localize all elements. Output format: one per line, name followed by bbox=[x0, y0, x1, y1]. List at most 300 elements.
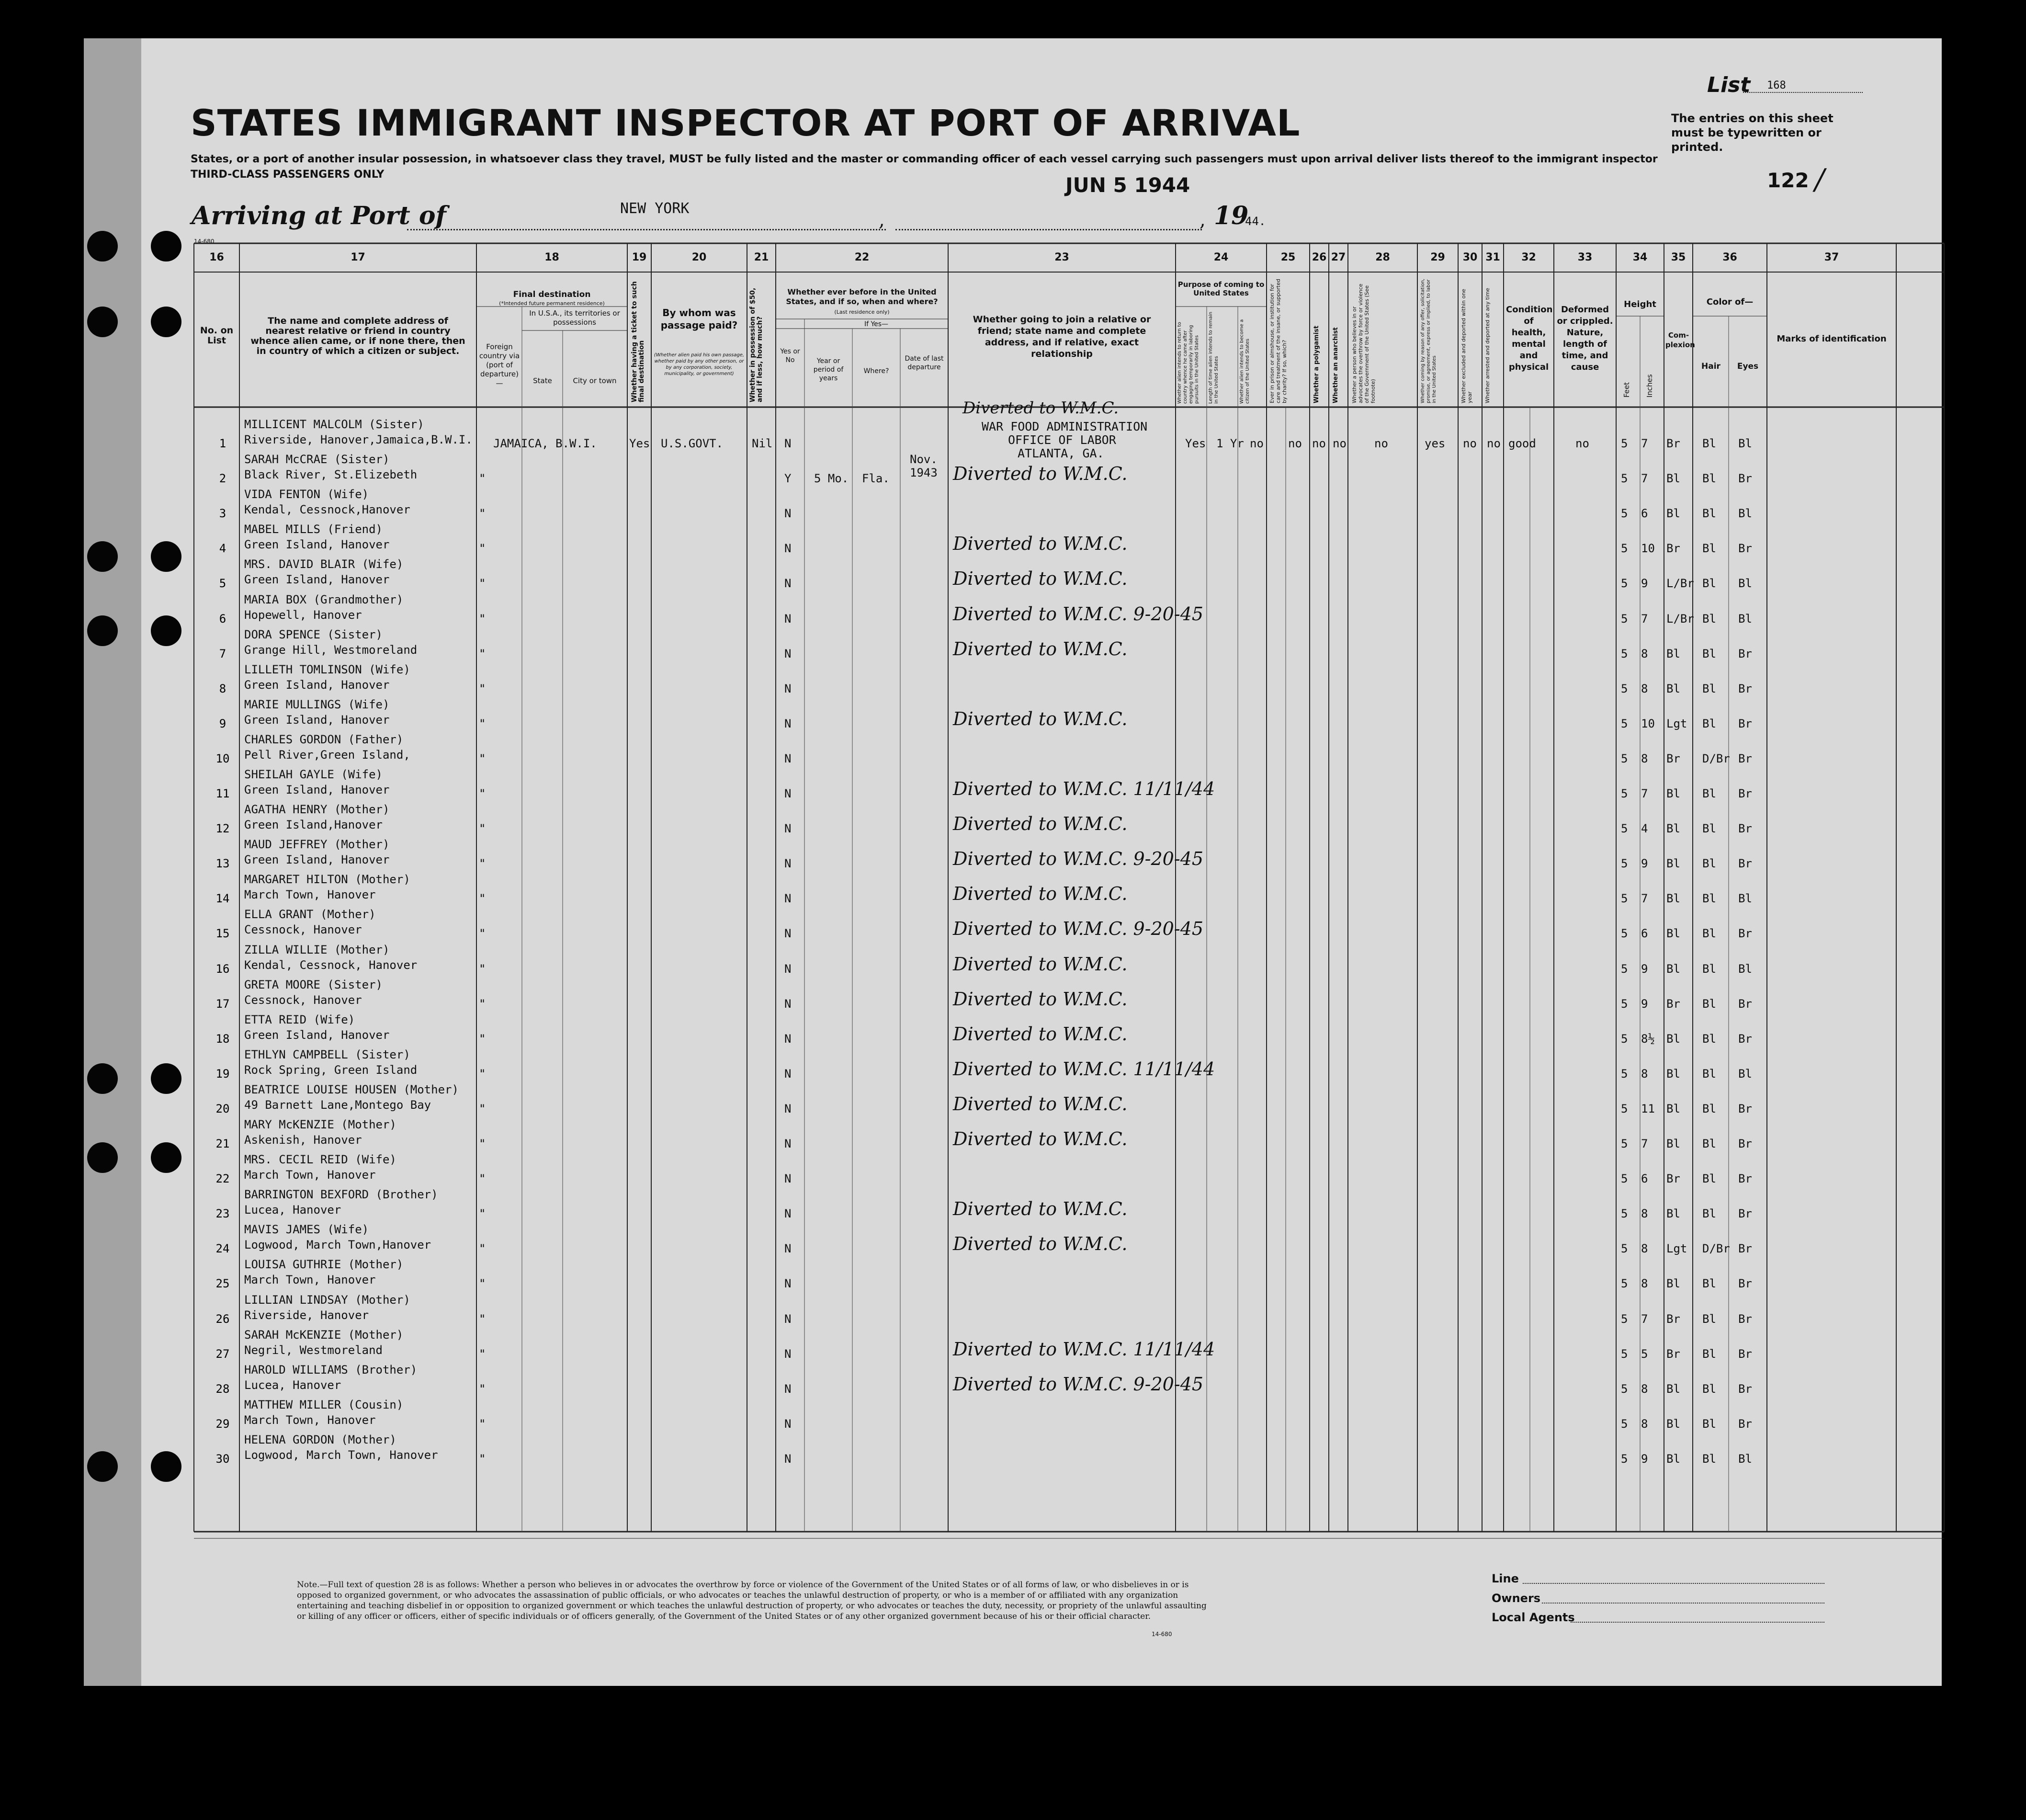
relative-address: Riverside, Hanover bbox=[244, 1308, 369, 1322]
relative-address: Cessnock, Hanover bbox=[244, 923, 362, 936]
col-header-before-in-us: Whether ever before in the United States, and if so, when and where? bbox=[786, 287, 938, 306]
cell-before: N bbox=[784, 787, 792, 800]
cell-in: 8 bbox=[1641, 1382, 1648, 1396]
cell-cx: Bl bbox=[1666, 1417, 1680, 1431]
ditto-mark: " bbox=[479, 1207, 486, 1220]
relative-address: Green Island, Hanover bbox=[244, 1028, 390, 1042]
cell-in: 8 bbox=[1641, 752, 1648, 765]
join-relative-note: Diverted to W.M.C. 9-20-45 bbox=[953, 1374, 1204, 1395]
cell-in: 7 bbox=[1641, 612, 1648, 626]
join-relative-note: Diverted to W.M.C. bbox=[953, 533, 1128, 554]
year-suffix: 44. bbox=[1245, 215, 1266, 228]
cell-eyes: Br bbox=[1738, 472, 1752, 485]
cell-in: 7 bbox=[1641, 1137, 1648, 1150]
relative-address: Green Island, Hanover bbox=[244, 678, 390, 692]
row-number: 25 bbox=[215, 1277, 230, 1290]
relative-address: Grange Hill, Westmoreland bbox=[244, 643, 418, 657]
col-num-35: 35 bbox=[1671, 251, 1686, 263]
relative-address: Green Island, Hanover bbox=[244, 573, 390, 586]
cell-in: 10 bbox=[1641, 717, 1655, 730]
ditto-mark: " bbox=[479, 927, 486, 940]
cell-in: 10 bbox=[1641, 542, 1655, 555]
cell-ft: 5 bbox=[1621, 717, 1628, 730]
row-number: 10 bbox=[215, 752, 230, 765]
row-number: 9 bbox=[219, 717, 226, 730]
relative-address: Logwood, March Town,Hanover bbox=[244, 1238, 431, 1251]
cell-ft: 5 bbox=[1621, 1242, 1628, 1255]
cell-hair: Bl bbox=[1702, 472, 1716, 485]
cell-in: 7 bbox=[1641, 437, 1648, 450]
cell-before: N bbox=[784, 682, 792, 695]
cell-cx: Bl bbox=[1666, 1102, 1680, 1115]
col-header-height: Height bbox=[1624, 299, 1656, 309]
cell-hair: Bl bbox=[1702, 1417, 1716, 1431]
ditto-mark: " bbox=[479, 1382, 486, 1396]
ditto-mark: " bbox=[479, 1172, 486, 1185]
col-header-no-on-list: No. on List bbox=[200, 325, 234, 346]
join-relative-note: Diverted to W.M.C. 11/11/44 bbox=[953, 1058, 1215, 1080]
form-subtitle: States, or a port of another insular possession, in whatsoever class they travel, MUST be fully listed and the master or commanding officer of each vessel carrying such passengers must upon arrival deliver lists thereof to the immigrant inspector bbox=[191, 153, 1658, 165]
row-number: 26 bbox=[215, 1312, 230, 1326]
cell-c24b: 1 Yr bbox=[1216, 437, 1244, 450]
join-relative-note: Diverted to W.M.C. bbox=[953, 883, 1128, 904]
cell-cx: Bl bbox=[1666, 857, 1680, 870]
cell-c29: yes bbox=[1425, 437, 1446, 450]
relative-name: ZILLA WILLIE (Mother) bbox=[244, 943, 390, 956]
cell-cx: L/Br bbox=[1666, 612, 1694, 626]
cell-eyes: Br bbox=[1738, 717, 1752, 730]
year-prefix: 19 bbox=[1214, 201, 1249, 230]
relative-name: SARAH McKENZIE (Mother) bbox=[244, 1328, 404, 1342]
cell-in: 8 bbox=[1641, 1242, 1648, 1255]
cell-ft: 5 bbox=[1621, 927, 1628, 940]
col-header-nearest-relative: The name and complete address of nearest relative or friend in country whence alien came, or if none there, then in country of which a citizen or subject. bbox=[250, 316, 465, 356]
ditto-mark: " bbox=[479, 1347, 486, 1361]
row-number: 30 bbox=[215, 1452, 230, 1466]
cell-hair: Bl bbox=[1702, 1032, 1716, 1046]
join-relative-note: Diverted to W.M.C. bbox=[953, 813, 1128, 834]
date-comma: , bbox=[1200, 209, 1206, 231]
page-title: STATES IMMIGRANT INSPECTOR AT PORT OF ARRIVAL bbox=[191, 102, 1301, 144]
cell-eyes: Br bbox=[1738, 1172, 1752, 1185]
join-relative-note: Diverted to W.M.C. bbox=[953, 1024, 1128, 1045]
cell-before: N bbox=[784, 1277, 792, 1290]
col-header-deformed: Deformed or crippled. Nature, length of time, and cause bbox=[1557, 305, 1613, 372]
col-header-marks: Marks of identification bbox=[1777, 334, 1887, 344]
relative-name: VIDA FENTON (Wife) bbox=[244, 488, 369, 501]
cell-ft: 5 bbox=[1621, 1417, 1628, 1431]
cell-ft: 5 bbox=[1621, 507, 1628, 520]
row-number: 4 bbox=[219, 542, 226, 555]
cell-before: N bbox=[784, 1207, 792, 1220]
ditto-mark: " bbox=[479, 997, 486, 1011]
ditto-mark: " bbox=[479, 507, 486, 520]
col-header-city: City or town bbox=[573, 376, 617, 385]
ditto-mark: " bbox=[479, 787, 486, 800]
col-num-36: 36 bbox=[1722, 251, 1737, 263]
cell-eyes: Bl bbox=[1738, 1452, 1752, 1466]
form-code-top: 14-680 bbox=[194, 238, 215, 245]
owners-rule bbox=[1542, 1603, 1824, 1604]
cell-in: 11 bbox=[1641, 1102, 1655, 1115]
relative-address: Green Island, Hanover bbox=[244, 713, 390, 727]
cell-in: 4 bbox=[1641, 822, 1648, 835]
relative-address: Kendal, Cessnock,Hanover bbox=[244, 503, 410, 516]
port-comma: , bbox=[879, 209, 885, 231]
row-number: 28 bbox=[215, 1382, 230, 1396]
cell-cx: Br bbox=[1666, 437, 1680, 450]
row-number: 27 bbox=[215, 1347, 230, 1361]
col-header-color-of: Color of— bbox=[1706, 297, 1754, 307]
relative-name: MARIA BOX (Grandmother) bbox=[244, 593, 404, 606]
cell-in: 8 bbox=[1641, 1417, 1648, 1431]
cell-departure-year: 1943 bbox=[910, 466, 938, 479]
col-header-before-note: (Last residence only) bbox=[834, 309, 890, 315]
relative-name: MARY McKENZIE (Mother) bbox=[244, 1118, 396, 1131]
ditto-mark: " bbox=[479, 612, 486, 626]
cell-c33: no bbox=[1575, 437, 1589, 450]
col-num-28: 28 bbox=[1375, 251, 1390, 263]
cell-in: 6 bbox=[1641, 1172, 1648, 1185]
cell-ft: 5 bbox=[1621, 437, 1628, 450]
cell-hair: Bl bbox=[1702, 1312, 1716, 1326]
cell-eyes: Bl bbox=[1738, 437, 1752, 450]
cell-cx: Bl bbox=[1666, 1067, 1680, 1081]
cell-money: Nil bbox=[752, 437, 773, 450]
cell-hair: Bl bbox=[1702, 1067, 1716, 1081]
cell-ft: 5 bbox=[1621, 857, 1628, 870]
port-value: NEW YORK bbox=[620, 200, 690, 217]
owners-label: Owners bbox=[1492, 1592, 1541, 1605]
relative-name: BARRINGTON BEXFORD (Brother) bbox=[244, 1188, 438, 1201]
cell-before: N bbox=[784, 1382, 792, 1396]
relative-address: Cessnock, Hanover bbox=[244, 993, 362, 1007]
cell-in: 7 bbox=[1641, 472, 1648, 485]
cell-cx: Bl bbox=[1666, 927, 1680, 940]
cell-hair: Bl bbox=[1702, 507, 1716, 520]
col-header-passage-note: (Whether alien paid his own passage, whether paid by any other person, or by any corporation, society, municipality, or government) bbox=[654, 353, 745, 376]
relative-name: HELENA GORDON (Mother) bbox=[244, 1433, 396, 1446]
cell-cx: Br bbox=[1666, 752, 1680, 765]
row-number: 2 bbox=[219, 472, 226, 485]
join-relative-note: Diverted to W.M.C. bbox=[953, 989, 1128, 1010]
cell-before: N bbox=[784, 1417, 792, 1431]
cell-hair: Bl bbox=[1702, 1382, 1716, 1396]
col-num-21: 21 bbox=[754, 251, 769, 263]
ditto-mark: " bbox=[479, 1277, 486, 1290]
cell-ft: 5 bbox=[1621, 1312, 1628, 1326]
row-number: 12 bbox=[215, 822, 230, 835]
relative-name: MRS. DAVID BLAIR (Wife) bbox=[244, 557, 404, 571]
cell-before: N bbox=[784, 927, 792, 940]
cell-eyes: Br bbox=[1738, 1312, 1752, 1326]
relative-name: MAVIS JAMES (Wife) bbox=[244, 1223, 369, 1236]
cell-ft: 5 bbox=[1621, 577, 1628, 590]
cell-in: 7 bbox=[1641, 1312, 1648, 1326]
cell-eyes: Br bbox=[1738, 1032, 1752, 1046]
col-header-final-destination-note: (*Intended future permanent residence) bbox=[499, 300, 605, 307]
cell-in: 8 bbox=[1641, 647, 1648, 660]
page-reference: 122 bbox=[1767, 169, 1809, 192]
check-mark: / bbox=[1815, 163, 1825, 196]
cell-before: N bbox=[784, 1242, 792, 1255]
cell-eyes: Br bbox=[1738, 1137, 1752, 1150]
cell-eyes: Br bbox=[1738, 822, 1752, 835]
cell-hair: Bl bbox=[1702, 717, 1716, 730]
cell-ft: 5 bbox=[1621, 1347, 1628, 1361]
ditto-mark: " bbox=[479, 752, 486, 765]
col-header-period: Year or period of years bbox=[813, 357, 844, 382]
cell-ft: 5 bbox=[1621, 1172, 1628, 1185]
col-num-32: 32 bbox=[1521, 251, 1536, 263]
footnote-text: Note.—Full text of question 28 is as follows: Whether a person who believes in or advocates the overthrow by force or violence of the Government of the United States or of all forms of law, or who disbelieves in or is opposed to organized government, or who advocates the assassination of public officials, or who advocates or teaches the unlawful destruction of property, or who is a member of or affiliated with any organization entertaining and teaching disbelief in or opposition to organized government or which teaches the unlawful destruction of property, or who advocates or teaches the duty, necessity, or propriety of the unlawful assaulting or killing of any officer or officers, either of specific individuals or of officers generally, of the Government of the United States or of any other organized government because of his or their official character. bbox=[297, 1580, 1207, 1621]
col-header-labor-offer: Whether coming by reason of any offer, solicitation, promise, or agreement, express or implied, to labor in the United States bbox=[1420, 278, 1437, 403]
row-number: 15 bbox=[215, 927, 230, 940]
cell-cx: Bl bbox=[1666, 472, 1680, 485]
col-header-hair: Hair bbox=[1701, 362, 1720, 371]
col-num-24: 24 bbox=[1213, 251, 1229, 263]
row1-diverted-note: Diverted to W.M.C. bbox=[962, 398, 1119, 418]
col-header-feet: Feet bbox=[1622, 382, 1631, 398]
col-num-23: 23 bbox=[1054, 251, 1069, 263]
ditto-mark: " bbox=[479, 1032, 486, 1046]
col-header-money: Whether in possession of $50, and if less, how much? bbox=[749, 287, 764, 402]
join-relative-note: Diverted to W.M.C. 11/11/44 bbox=[953, 778, 1215, 799]
relative-name: ETHLYN CAMPBELL (Sister) bbox=[244, 1048, 410, 1061]
ditto-mark: " bbox=[479, 822, 486, 835]
cell-eyes: Br bbox=[1738, 1382, 1752, 1396]
cell-hair: Bl bbox=[1702, 577, 1716, 590]
col-num-19: 19 bbox=[632, 251, 647, 263]
cell-before: N bbox=[784, 717, 792, 730]
cell-eyes: Br bbox=[1738, 1417, 1752, 1431]
cell-cx: Br bbox=[1666, 1347, 1680, 1361]
relative-address: Negril, Westmoreland bbox=[244, 1343, 383, 1357]
relative-address: Lucea, Hanover bbox=[244, 1378, 341, 1392]
cell-cx: Bl bbox=[1666, 892, 1680, 905]
cell-cx: Bl bbox=[1666, 682, 1680, 695]
relative-address: Lucea, Hanover bbox=[244, 1203, 341, 1217]
cell-c26: no bbox=[1312, 437, 1326, 450]
col-header-state: State bbox=[533, 376, 552, 385]
cell-ft: 5 bbox=[1621, 1207, 1628, 1220]
row-number: 21 bbox=[215, 1137, 230, 1150]
col-header-length-of-stay: Length of time alien intends to remain in the United States bbox=[1208, 311, 1219, 404]
cell-cx: Bl bbox=[1666, 1277, 1680, 1290]
row-number: 16 bbox=[215, 962, 230, 976]
relative-name: MABEL MILLS (Friend) bbox=[244, 523, 383, 536]
cell-c28: no bbox=[1374, 437, 1388, 450]
relative-name: LOUISA GUTHRIE (Mother) bbox=[244, 1258, 404, 1271]
col-header-return-intent: Whether alien intends to return to country whence he came after engaging temporarily in laboring pursuits in the United States bbox=[1177, 322, 1200, 404]
join-relative-note: Diverted to W.M.C. bbox=[953, 1128, 1128, 1149]
relative-name: HAROLD WILLIAMS (Brother) bbox=[244, 1363, 418, 1376]
row-number: 23 bbox=[215, 1207, 230, 1220]
cell-in: 6 bbox=[1641, 927, 1648, 940]
cell-hair: Bl bbox=[1702, 927, 1716, 940]
col-num-33: 33 bbox=[1577, 251, 1593, 263]
cell-hair: Bl bbox=[1702, 892, 1716, 905]
cell-departure-month: Nov. bbox=[910, 453, 938, 466]
ditto-mark: " bbox=[479, 717, 486, 730]
cell-cx: Bl bbox=[1666, 1452, 1680, 1466]
col-num-20: 20 bbox=[691, 251, 707, 263]
cell-eyes: Br bbox=[1738, 542, 1752, 555]
row1-war-food-line: WAR FOOD ADMINISTRATION bbox=[982, 420, 1148, 433]
list-label: List bbox=[1707, 73, 1751, 97]
relative-name: ELLA GRANT (Mother) bbox=[244, 908, 376, 921]
row-number: 20 bbox=[215, 1102, 230, 1115]
col-header-anarchist: Whether an anarchist bbox=[1332, 327, 1339, 403]
cell-where: Fla. bbox=[862, 472, 890, 485]
cell-eyes: Bl bbox=[1738, 1067, 1752, 1081]
relative-name: MILLICENT MALCOLM (Sister) bbox=[244, 418, 424, 431]
col-header-overthrow: Whether a person who believes in or advocates the overthrow by force or violence of the Government of the United States (See footnote) bbox=[1351, 284, 1376, 403]
col-header-passage-paid: By whom was passage paid? bbox=[660, 307, 738, 331]
cell-eyes: Br bbox=[1738, 752, 1752, 765]
cell-ft: 5 bbox=[1621, 1067, 1628, 1081]
cell-eyes: Br bbox=[1738, 1242, 1752, 1255]
cell-hair: Bl bbox=[1702, 1452, 1716, 1466]
cell-before: N bbox=[784, 1347, 792, 1361]
col-header-polygamist: Whether a polygamist bbox=[1313, 325, 1320, 403]
cell-ft: 5 bbox=[1621, 892, 1628, 905]
cell-hair: Bl bbox=[1702, 962, 1716, 976]
ditto-mark: " bbox=[479, 1102, 486, 1115]
cell-c24c: no bbox=[1250, 437, 1264, 450]
cell-cx: Br bbox=[1666, 1172, 1680, 1185]
cell-hair: Bl bbox=[1702, 437, 1716, 450]
ditto-mark: " bbox=[479, 542, 486, 555]
cell-ticket: Yes bbox=[629, 437, 650, 450]
cell-ft: 5 bbox=[1621, 682, 1628, 695]
cell-cx: Bl bbox=[1666, 787, 1680, 800]
join-relative-note: Diverted to W.M.C. bbox=[953, 708, 1128, 729]
cell-hair: Bl bbox=[1702, 1207, 1716, 1220]
cell-in: 8 bbox=[1641, 1277, 1648, 1290]
cell-via: JAMAICA, B.W.I. bbox=[493, 437, 597, 450]
col-num-26: 26 bbox=[1312, 251, 1327, 263]
relative-address: Green Island,Hanover bbox=[244, 818, 383, 831]
row-number: 5 bbox=[219, 577, 226, 590]
cell-eyes: Bl bbox=[1738, 962, 1752, 976]
cell-in: 9 bbox=[1641, 997, 1648, 1011]
relative-name: DORA SPENCE (Sister) bbox=[244, 628, 383, 641]
col-num-18: 18 bbox=[544, 251, 559, 263]
ditto-mark: " bbox=[479, 892, 486, 905]
cell-hair: D/Br bbox=[1702, 1242, 1730, 1255]
cell-eyes: Bl bbox=[1738, 507, 1752, 520]
cell-in: 8½ bbox=[1641, 1032, 1655, 1046]
join-relative-note: Diverted to W.M.C. bbox=[953, 638, 1128, 660]
cell-cx: Bl bbox=[1666, 1207, 1680, 1220]
col-header-yes-no: Yes or No bbox=[780, 348, 800, 364]
cell-cx: Bl bbox=[1666, 1137, 1680, 1150]
join-relative-note: Diverted to W.M.C. 11/11/44 bbox=[953, 1339, 1215, 1360]
cell-ft: 5 bbox=[1621, 1382, 1628, 1396]
ditto-mark: " bbox=[479, 1452, 486, 1466]
relative-name: ETTA REID (Wife) bbox=[244, 1013, 355, 1026]
cell-ft: 5 bbox=[1621, 962, 1628, 976]
cell-in: 7 bbox=[1641, 787, 1648, 800]
cell-hair: Bl bbox=[1702, 542, 1716, 555]
cell-eyes: Br bbox=[1738, 997, 1752, 1011]
col-header-prison: Ever in prison or almshouse, or institution for care and treatment of the insane, or supported by charity? If so, which? bbox=[1269, 279, 1288, 403]
col-num-37: 37 bbox=[1824, 251, 1839, 263]
cell-ft: 5 bbox=[1621, 822, 1628, 835]
cell-hair: Bl bbox=[1702, 682, 1716, 695]
cell-cx: Bl bbox=[1666, 962, 1680, 976]
cell-eyes: Br bbox=[1738, 1207, 1752, 1220]
cell-hair: Bl bbox=[1702, 612, 1716, 626]
arriving-label: Arriving at Port of bbox=[192, 201, 446, 230]
relative-address: Green Island, Hanover bbox=[244, 538, 390, 551]
cell-before: N bbox=[784, 437, 792, 450]
cell-before: N bbox=[784, 647, 792, 660]
row-number: 6 bbox=[219, 612, 226, 626]
cell-before: Y bbox=[784, 472, 792, 485]
cell-eyes: Br bbox=[1738, 1277, 1752, 1290]
cell-before: N bbox=[784, 1102, 792, 1115]
ditto-mark: " bbox=[479, 472, 486, 485]
relative-address: Kendal, Cessnock, Hanover bbox=[244, 958, 418, 972]
line-label: Line bbox=[1492, 1572, 1519, 1585]
col-header-complexion: Com-plexion bbox=[1665, 331, 1695, 349]
col-header-final-destination: Final destination bbox=[513, 290, 591, 299]
cell-in: 8 bbox=[1641, 1207, 1648, 1220]
cell-cx: Lgt bbox=[1666, 1242, 1687, 1255]
cell-before: N bbox=[784, 612, 792, 626]
relative-address: March Town, Hanover bbox=[244, 1413, 376, 1427]
relative-address: Black River, St.Elizebeth bbox=[244, 468, 418, 481]
ditto-mark: " bbox=[479, 1137, 486, 1150]
row1-office-line: OFFICE OF LABOR bbox=[1008, 433, 1116, 447]
cell-before: N bbox=[784, 857, 792, 870]
cell-before: N bbox=[784, 507, 792, 520]
cell-ft: 5 bbox=[1621, 1277, 1628, 1290]
cell-cx: Br bbox=[1666, 542, 1680, 555]
col-num-25: 25 bbox=[1280, 251, 1296, 263]
col-num-16: 16 bbox=[209, 251, 224, 263]
relative-name: SARAH McCRAE (Sister) bbox=[244, 453, 390, 466]
ditto-mark: " bbox=[479, 1312, 486, 1326]
row-number: 24 bbox=[215, 1242, 230, 1255]
cell-hair: Bl bbox=[1702, 1347, 1716, 1361]
row-number: 11 bbox=[215, 787, 230, 800]
cell-before: N bbox=[784, 997, 792, 1011]
cell-eyes: Br bbox=[1738, 682, 1752, 695]
relative-address: 49 Barnett Lane,Montego Bay bbox=[244, 1098, 431, 1112]
ditto-mark: " bbox=[479, 647, 486, 660]
cell-c32: good bbox=[1508, 437, 1536, 450]
cell-before: N bbox=[784, 1172, 792, 1185]
cell-hair: Bl bbox=[1702, 857, 1716, 870]
row1-atlanta-line: ATLANTA, GA. bbox=[1018, 446, 1104, 460]
join-relative-note: Diverted to W.M.C. bbox=[953, 568, 1128, 589]
cell-before: N bbox=[784, 1032, 792, 1046]
cell-cx: Bl bbox=[1666, 1382, 1680, 1396]
col-header-if-yes: If Yes— bbox=[864, 320, 889, 328]
col-header-ticket: Whether having a ticket to such final destination bbox=[631, 281, 645, 402]
col-header-foreign-country: Foreign country via (port of departure)— bbox=[479, 342, 520, 387]
cell-hair: Bl bbox=[1702, 1102, 1716, 1115]
relative-address: Riverside, Hanover,Jamaica,B.W.I. bbox=[244, 433, 473, 446]
relative-name: MRS. CECIL REID (Wife) bbox=[244, 1153, 396, 1166]
relative-name: CHARLES GORDON (Father) bbox=[244, 733, 404, 746]
row-number: 1 bbox=[219, 437, 226, 450]
relative-address: Green Island, Hanover bbox=[244, 853, 390, 866]
relative-name: AGATHA HENRY (Mother) bbox=[244, 803, 390, 816]
